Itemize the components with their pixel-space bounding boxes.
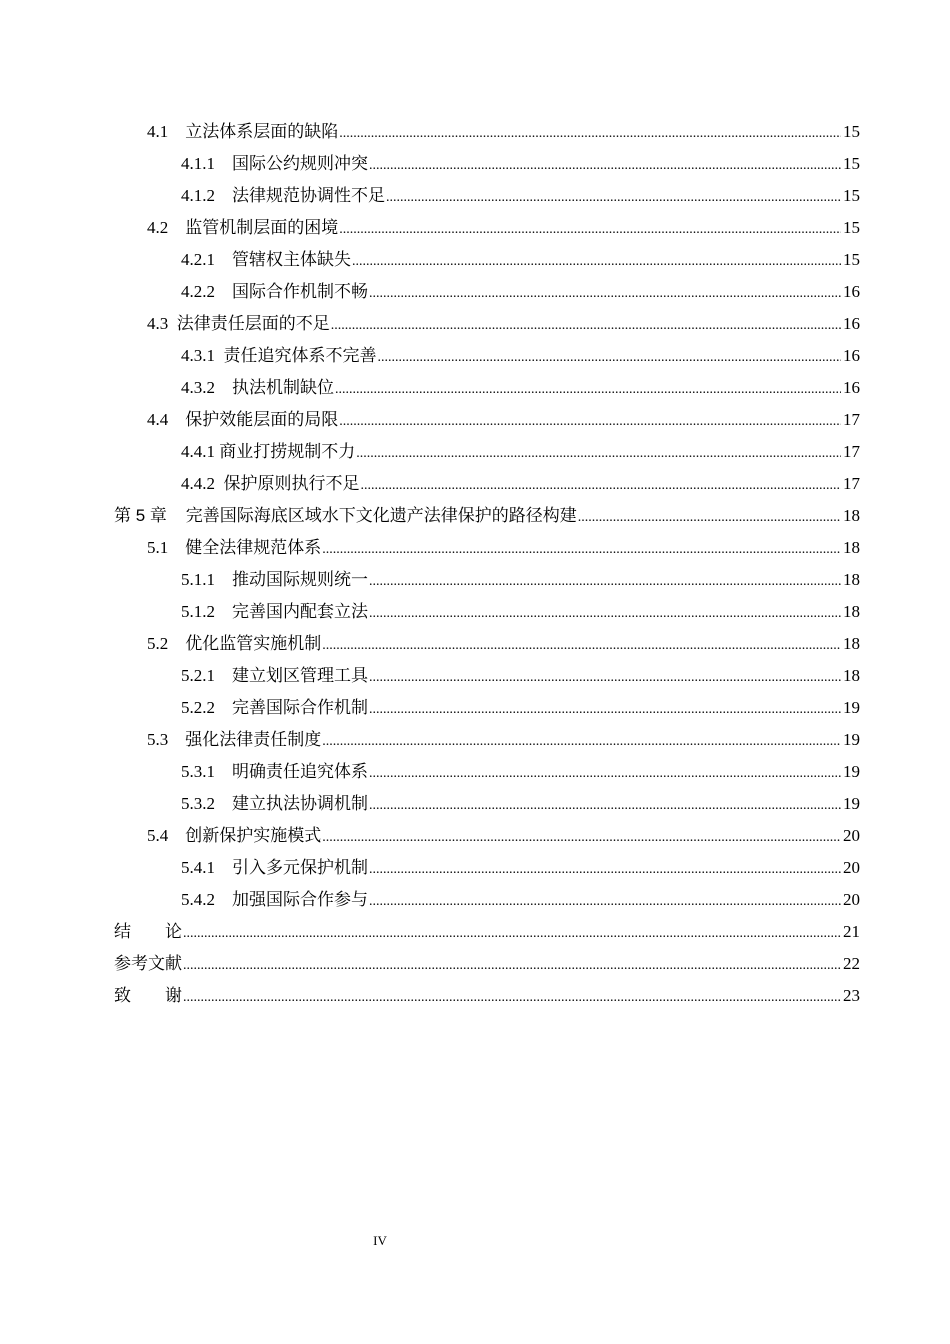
toc-entry[interactable]: [181, 469, 860, 499]
toc-entry-title: 5.2 优化监管实施机制: [147, 634, 322, 653]
toc-entry-page: 16: [843, 282, 860, 301]
toc-entry-page: 18: [843, 506, 860, 525]
dot-leader: [369, 567, 841, 597]
toc-entry-title: 4.1.2 法律规范协调性不足: [181, 186, 385, 205]
dot-leader: [369, 855, 841, 885]
toc-entry[interactable]: [181, 277, 860, 307]
toc-entry[interactable]: [181, 853, 860, 883]
toc-entry-title: 5.2.1 建立划区管理工具: [181, 666, 368, 685]
dot-leader: [369, 695, 841, 725]
dot-leader: [339, 119, 841, 149]
toc-entry[interactable]: [147, 405, 860, 435]
toc-entry-title: 4.2 监管机制层面的困境: [147, 218, 339, 237]
toc-entry-page: 17: [843, 410, 860, 429]
toc-entry-title: 4.1.1 国际公约规则冲突: [181, 154, 368, 173]
dot-leader: [322, 727, 841, 757]
dot-leader: [369, 279, 841, 309]
toc-entry-title: 4.2.2 国际合作机制不畅: [181, 282, 368, 301]
toc-entry-page: 15: [843, 250, 860, 269]
dot-leader: [369, 663, 841, 693]
toc-entry-page: 15: [843, 186, 860, 205]
toc-entry[interactable]: [181, 661, 860, 691]
dot-leader: [361, 471, 842, 501]
toc-entry-title: 第 5 章 完善国际海底区域水下文化遗产法律保护的路径构建: [114, 506, 577, 525]
dot-leader: [352, 247, 841, 277]
dot-leader: [356, 439, 841, 469]
toc-entry-acknowledgements[interactable]: [114, 981, 860, 1011]
toc-entry[interactable]: [181, 597, 860, 627]
toc-entry-title: 5.4.2 加强国际合作参与: [181, 890, 368, 909]
toc-entry-title: 5.1.1 推动国际规则统一: [181, 570, 368, 589]
toc-entry-page: 19: [843, 762, 860, 781]
toc-entry-page: 17: [843, 442, 860, 461]
toc-entry[interactable]: [147, 533, 860, 563]
toc-entry-title: 5.3.1 明确责任追究体系: [181, 762, 368, 781]
toc-entry[interactable]: [181, 789, 860, 819]
dot-leader: [369, 791, 841, 821]
toc-entry[interactable]: [181, 181, 860, 211]
toc-entry[interactable]: [147, 117, 860, 147]
toc-entry-page: 20: [843, 890, 860, 909]
toc-entry-references[interactable]: [114, 949, 860, 979]
toc-entry[interactable]: [181, 757, 860, 787]
toc-entry-page: 18: [843, 602, 860, 621]
toc-entry-title: 5.4 创新保护实施模式: [147, 826, 322, 845]
dot-leader: [369, 151, 841, 181]
toc-entry-page: 17: [843, 474, 860, 493]
toc-entry-title: 4.3.1 责任追究体系不完善: [181, 346, 377, 365]
toc-chapter-entry[interactable]: [114, 501, 860, 531]
toc-entry-title: 5.1 健全法律规范体系: [147, 538, 322, 557]
dot-leader: [339, 215, 841, 245]
toc-entry-title: 4.3 法律责任层面的不足: [147, 314, 330, 333]
toc-entry-page: 19: [843, 730, 860, 749]
toc-entry-page: 18: [843, 666, 860, 685]
dot-leader: [369, 887, 841, 917]
dot-leader: [369, 759, 841, 789]
dot-leader: [331, 311, 841, 341]
toc-entry[interactable]: [147, 725, 860, 755]
toc-entry-page: 22: [843, 954, 860, 973]
toc-entry-title: 4.4 保护效能层面的局限: [147, 410, 339, 429]
toc-entry-title: 参考文献: [114, 954, 182, 973]
toc-entry[interactable]: [147, 213, 860, 243]
toc-entry-page: 18: [843, 570, 860, 589]
dot-leader: [335, 375, 841, 405]
toc-entry-page: 16: [843, 378, 860, 397]
toc-entry-page: 19: [843, 698, 860, 717]
toc-entry-page: 20: [843, 826, 860, 845]
toc-entry-page: 23: [843, 986, 860, 1005]
toc-entry-page: 21: [843, 922, 860, 941]
toc-entry-conclusion[interactable]: [114, 917, 860, 947]
dot-leader: [339, 407, 841, 437]
toc-entry-page: 18: [843, 634, 860, 653]
toc-entry-title: 5.4.1 引入多元保护机制: [181, 858, 368, 877]
toc-entry[interactable]: [181, 693, 860, 723]
dot-leader: [322, 535, 841, 565]
dot-leader: [378, 343, 842, 373]
toc-entry-title: 5.3.2 建立执法协调机制: [181, 794, 368, 813]
dot-leader: [578, 503, 841, 533]
toc-entry[interactable]: [181, 341, 860, 371]
toc-entry-page: 16: [843, 346, 860, 365]
dot-leader: [183, 951, 841, 981]
toc-entry-title: 4.2.1 管辖权主体缺失: [181, 250, 351, 269]
dot-leader: [183, 983, 841, 1013]
toc-entry-page: 15: [843, 154, 860, 173]
toc-entry-title: 5.2.2 完善国际合作机制: [181, 698, 368, 717]
toc-entry-page: 19: [843, 794, 860, 813]
toc-entry[interactable]: [147, 309, 860, 339]
page-number-footer: IV: [373, 1233, 387, 1248]
toc-entry-page: 15: [843, 218, 860, 237]
toc-entry[interactable]: [181, 885, 860, 915]
dot-leader: [183, 919, 841, 949]
toc-entry-title: 结 论: [114, 922, 182, 941]
toc-entry[interactable]: [147, 821, 860, 851]
toc-entry-page: 15: [843, 122, 860, 141]
dot-leader: [322, 823, 841, 853]
toc-entry-page: 18: [843, 538, 860, 557]
toc-entry[interactable]: [147, 629, 860, 659]
toc-entry-title: 致 谢: [114, 986, 182, 1005]
toc-entry[interactable]: [181, 373, 860, 403]
toc-entry[interactable]: [181, 245, 860, 275]
toc-entry-title: 4.4.1 商业打捞规制不力: [181, 442, 356, 461]
toc-entry[interactable]: [181, 565, 860, 595]
toc-entry-title: 4.1 立法体系层面的缺陷: [147, 122, 339, 141]
dot-leader: [386, 183, 841, 213]
toc-entry-title: 4.4.2 保护原则执行不足: [181, 474, 360, 493]
toc-entry-title: 5.1.2 完善国内配套立法: [181, 602, 368, 621]
dot-leader: [322, 631, 841, 661]
toc-entry[interactable]: [181, 437, 860, 467]
toc-entry[interactable]: [181, 149, 860, 179]
toc-entry-page: 20: [843, 858, 860, 877]
dot-leader: [369, 599, 841, 629]
toc-entry-title: 4.3.2 执法机制缺位: [181, 378, 334, 397]
toc-entry-page: 16: [843, 314, 860, 333]
toc-entry-title: 5.3 强化法律责任制度: [147, 730, 322, 749]
